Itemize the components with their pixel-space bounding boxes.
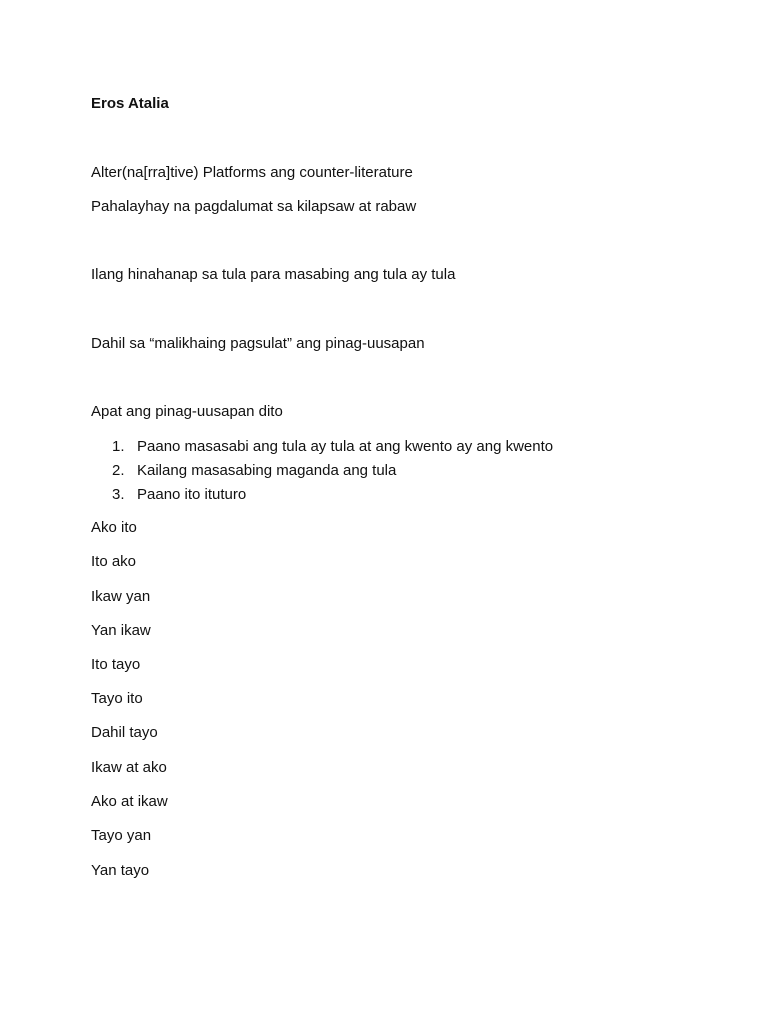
list-item-text: Paano masasabi ang tula ay tula at ang kwento ay ang kwento: [137, 438, 554, 455]
list-item-text: Paano ito ituturo: [137, 486, 247, 503]
poem-line: Ikaw yan: [91, 588, 151, 605]
poem-line: Dahil tayo: [91, 724, 158, 741]
poem-line: Ito tayo: [91, 656, 141, 673]
poem-line: Ikaw at ako: [91, 759, 167, 776]
author-name: Eros Atalia: [91, 95, 169, 112]
title-line: Alter(na[rra]tive) Platforms ang counter-literature: [91, 164, 413, 181]
poem-line: Ako ito: [91, 519, 137, 536]
poem-line: Tayo ito: [91, 690, 143, 707]
poem-line: Yan ikaw: [91, 622, 151, 639]
poem-line: Ako at ikaw: [91, 793, 168, 810]
list-number: 1.: [112, 438, 125, 455]
paragraph-line: Dahil sa “malikhaing pagsulat” ang pinag-uusapan: [91, 335, 425, 352]
poem-line: Yan tayo: [91, 862, 150, 879]
list-number: 3.: [112, 486, 125, 503]
paragraph-line: Apat ang pinag-uusapan dito: [91, 403, 283, 420]
paragraph-line: Ilang hinahanap sa tula para masabing ang tula ay tula: [91, 266, 456, 283]
poem-line: Ito ako: [91, 553, 137, 570]
list-number: 2.: [112, 462, 125, 479]
numbered-list-item: [112, 486, 246, 504]
list-item-text: Kailang masasabing maganda ang tula: [137, 462, 397, 479]
subtitle-line: Pahalayhay na pagdalumat sa kilapsaw at rabaw: [91, 198, 417, 215]
numbered-list-item: [112, 438, 553, 456]
numbered-list-item: [112, 462, 396, 480]
poem-line: Tayo yan: [91, 827, 152, 844]
